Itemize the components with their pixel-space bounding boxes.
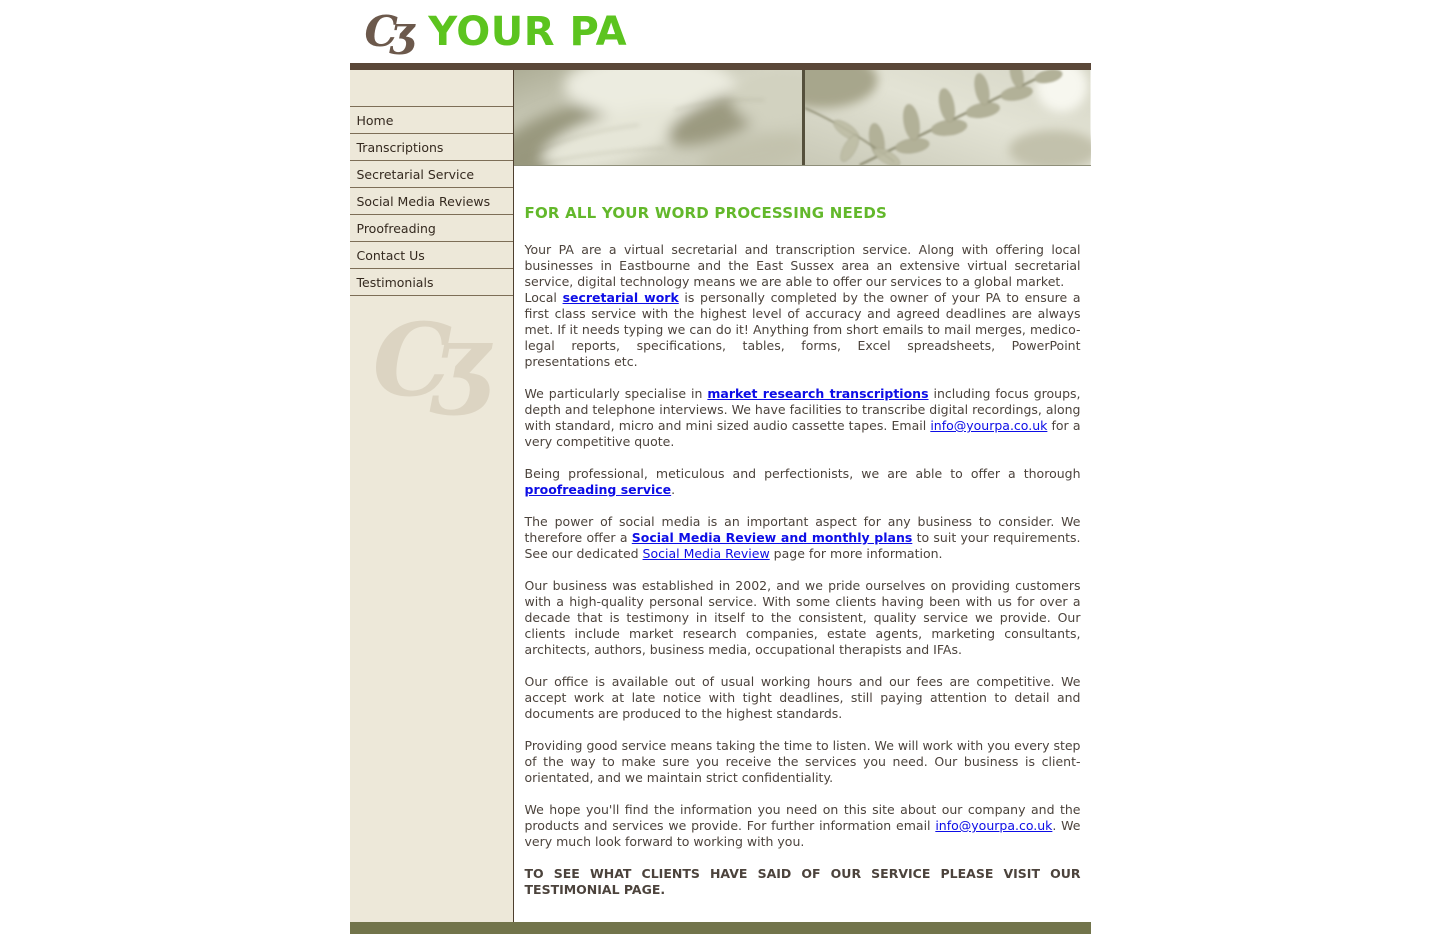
sidebar-item-proofreading[interactable]: Proofreading	[350, 215, 513, 242]
main-content	[514, 166, 1091, 922]
sidebar-item-transcriptions[interactable]: Transcriptions	[350, 134, 513, 161]
sidebar-item-testimonials[interactable]: Testimonials	[350, 269, 513, 296]
menu-top-spacer	[350, 70, 513, 107]
body-paragraph	[525, 386, 1081, 450]
text-run: Local	[524, 290, 563, 305]
link-social-media-review[interactable]: Social Media Review	[642, 546, 770, 561]
text-run: for a very competitive quote.	[524, 418, 1081, 449]
link-info-yourpa-co-uk[interactable]: info@yourpa.co.uk	[930, 418, 1048, 433]
link-proofreading-service[interactable]: proofreading service	[524, 482, 672, 497]
text-run: Providing good service means taking the time to listen. We will work with you every step of the way to make sure you receive the services you need. Our business is client-orientated, and we maintain strict confidentiality.	[524, 738, 1081, 785]
sidebar-item-secretarial-service[interactable]: Secretarial Service	[350, 161, 513, 188]
text-run: Your PA are a virtual secretarial and transcription service. Along with offering local businesses in Eastbourne and the East Sussex area an extensive virtual secretarial service, digital technology means we are able to offer our services to a global market.	[524, 242, 1081, 289]
main-area	[514, 70, 1091, 922]
link-secretarial-work[interactable]: secretarial work	[562, 290, 679, 305]
text-run: . We very much look forward to working with you.	[524, 818, 1081, 849]
body-paragraph	[525, 578, 1081, 658]
text-run: including focus groups, depth and telephone interviews. We have facilities to transcribe digital recordings, along with standard, micro and mini sized audio cassette tapes. Email	[524, 386, 1081, 433]
text-run: Our office is available out of usual working hours and our fees are competitive. We accept work at late notice with tight deadlines, still paying attention to detail and documents are produced to the highest standards.	[524, 674, 1081, 721]
page	[350, 0, 1091, 934]
brand-title: YOUR PA	[428, 8, 628, 55]
text-run: page for more information.	[769, 546, 943, 561]
sidebar-item-contact-us[interactable]: Contact Us	[350, 242, 513, 269]
text-run: Being professional, meticulous and perfectionists, we are able to offer a thorough	[524, 466, 1081, 481]
leaves-photo-left	[514, 70, 803, 165]
body-paragraph	[525, 802, 1081, 850]
leaves-photo-right	[802, 70, 1091, 165]
sidebar-item-social-media-reviews[interactable]: Social Media Reviews	[350, 188, 513, 215]
text-run: We particularly specialise in	[524, 386, 708, 401]
page-heading: FOR ALL YOUR WORD PROCESSING NEEDS	[524, 204, 888, 222]
body-paragraph	[525, 242, 1081, 370]
header-photos	[514, 70, 1091, 166]
site-header	[350, 0, 1091, 63]
text-run: Our business was established in 2002, and we pride ourselves on providing customers with a high-quality personal service. With some clients having been with us for over a decade that is testimony in itself to the consistent, quality service we provide. Our clients include market research companies, estate agents, marketing consultants, architects, authors, business media, occupational therapists and IFAs.	[524, 578, 1081, 657]
footer-bar	[350, 922, 1091, 934]
text-run: We hope you'll find the information you need on this site about our company and the products and services we provide. For further information email	[524, 802, 1081, 833]
link-social-media-review-and-monthly-plans[interactable]: Social Media Review and monthly plans	[631, 530, 913, 545]
body-paragraph	[525, 674, 1081, 722]
text-run: .	[671, 482, 676, 497]
link-market-research-transcriptions[interactable]: market research transcriptions	[707, 386, 929, 401]
content-columns	[350, 70, 1091, 922]
header-divider-bar	[350, 63, 1091, 70]
text-run: The power of social media is an important aspect for any business to consider. We therefore offer a	[524, 514, 1081, 545]
testimonial-callout	[525, 866, 1081, 898]
sidebar	[350, 70, 514, 922]
watermark-monogram-icon: Cʒ	[372, 301, 470, 419]
text-run: to suit your requirements. See our dedicated	[524, 530, 1081, 561]
link-info-yourpa-co-uk[interactable]: info@yourpa.co.uk	[935, 818, 1053, 833]
sidebar-menu	[350, 107, 513, 296]
body-paragraph	[525, 514, 1081, 562]
body-paragraph	[525, 466, 1081, 498]
content-paragraphs	[525, 242, 1081, 898]
body-paragraph	[525, 738, 1081, 786]
brand-monogram-icon: Cʒ	[364, 6, 407, 56]
text-run: TO SEE WHAT CLIENTS HAVE SAID OF OUR SERVICE PLEASE VISIT OUR TESTIMONIAL PAGE.	[524, 866, 1081, 897]
text-run: is personally completed by the owner of your PA to ensure a first class service with the highest level of accuracy and agreed deadlines are always met. If it needs typing we can do it! Anything from short emails to mail merges, medico-legal reports, specifications, tables, forms, Excel spreadsheets, PowerPoint presentations etc.	[524, 290, 1081, 369]
sidebar-item-home[interactable]: Home	[350, 107, 513, 134]
